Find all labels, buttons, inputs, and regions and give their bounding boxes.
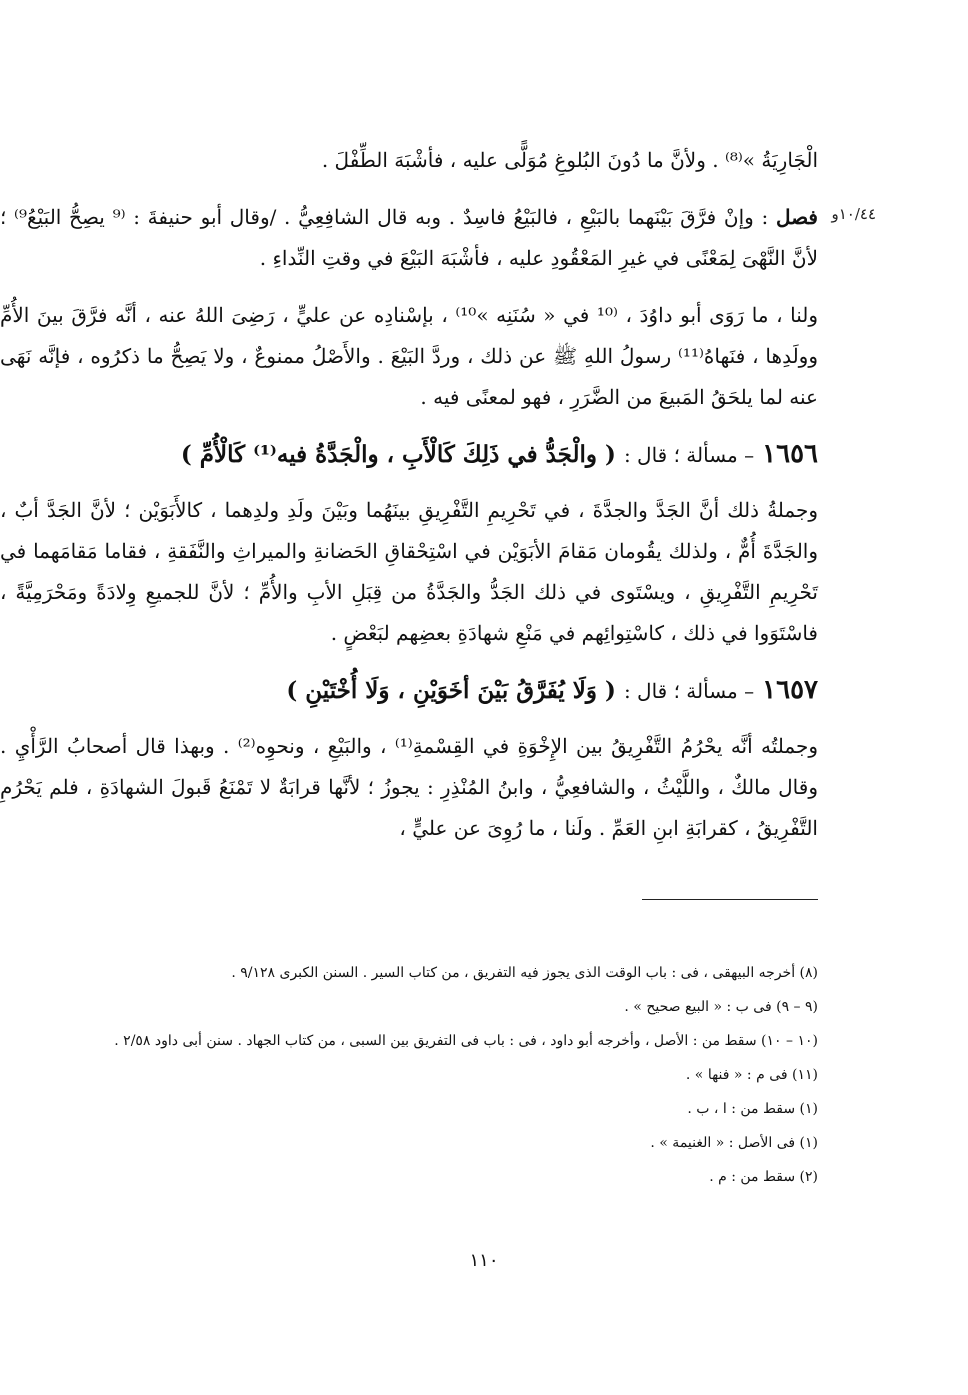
fasl-text: : وإنْ فرَّقَ بَيْنَهما بالبَيْعِ ، فالبَيْعُ فاسِدٌ . وبه قال الشافِعِيُّ . /وقال أبو حنيفةَ : ⁽⁹ يصِحُّ البَيْعُ⁹⁾ ؛ لأنَّ النَّهْىَ لِمَعْنًى في غيرِ المَعْقُودِ عليه ، فأشْبَهَ البَيْعَ في وقتِ النِّداءِ .: [0, 205, 818, 270]
issue-body-1657: وجملتُه أنَّه يحْرُمُ التَّفْرِيقُ بين الإِخْوَةِ في القِسْمةِ⁽¹⁾ ، والبَيْعِ ، ونحوِه⁽²⁾ . وبهذا قال أصحابُ الرَّأْيِ . وقال مالكٌ ، واللَّيْثُ ، والشافعِيُّ ، وابنُ المُنْذِرِ : يجوزُ ؛ لأنَّها قرابَةٌ لا تَمْنَعُ قَبولَ الشهادَةِ ، فلم يَحْرُمِ التَّفْرِيقُ ، كقرابَةِ ابنِ العَمِّ . ولَنا ، ما رُوِىَ عن عليٍّ ،: [0, 734, 818, 840]
paragraph-continuation: الْجَارِيَةُ »⁽⁸⁾ . ولأنَّ ما دُونَ البُلوغِ مُوَلًّى عليه ، فأشْبَهَ الطِّفْلَ .: [321, 148, 818, 172]
paragraph-fasl: [0, 197, 818, 279]
issue-quote: ( والْجَدُّ في ذَلِكَ كَالْأَبِ ، والْجَدَّةُ فيه⁽¹⁾ كَالْأُمِّ ): [180, 441, 616, 468]
paragraph-evidence: ولنا ، ما رَوَى أبو داوُدَ ، ⁽¹⁰ في « سُنَنِه »¹⁰⁾ ، بإسْنادِه عن عليٍّ ، رَضِىَ اللهُ عنه ، أنَّه فرَّقَ بينَ الأُمِّ وولَدِها ، فنَهاهُ⁽¹¹⁾ رسولُ اللهِ ﷺ عن ذلك ، وردَّ البَيْعَ . والأَصْلُ ممنوعٌ ، ولا يَصِحُّ ما ذكرُوه ، فإنَّه نَهَى عنه لما يلحَقُ المَبيعَ من الضَّرَرِ ، فهو لمعنًى فيه .: [0, 303, 819, 409]
footnotes: [40, 956, 818, 1194]
issue-label: – مسألة ؛ قال :: [623, 443, 755, 467]
footnote: (١٠ – ١٠) سقط من : الأصل ، وأخرجه أبو داود ، فى : باب فى التفريق بين السبى ، من كتاب الجهاد . سنن أبى داود ٢/٥٨ .: [114, 1033, 818, 1049]
fasl-label: فصل: [775, 205, 818, 229]
main-text: [0, 140, 818, 865]
footnote: (١١) فى م : « فنها » .: [685, 1067, 818, 1083]
footnote: (١) سقط من : ا ، ب .: [687, 1101, 818, 1117]
issue-label: – مسألة ؛ قال :: [623, 679, 755, 703]
footnote: (٨) أخرجه البيهقى ، فى : باب الوقت الذى يجوز فيه التفريق ، من كتاب السير . السنن الكبرى ٩/١٢٨ .: [231, 965, 818, 981]
issue-heading-1656: [0, 434, 818, 476]
footnote-divider: [642, 899, 818, 900]
issue-number: ١٦٥٧: [762, 675, 818, 705]
footnote: (٩ – ٩) فى ب : « البيع صحيح » .: [624, 999, 818, 1015]
manuscript-margin-reference: ١٠/٤٤و: [831, 205, 876, 223]
footnote: (١) فى الأصل : « الغنيمة » .: [650, 1135, 818, 1151]
page-number: ١١٠: [469, 1250, 499, 1271]
footnote: (٢) سقط من : م .: [709, 1169, 818, 1185]
issue-quote: ( وَلَا يُفَرَّقُ بَيْنَ أخَوَيْنِ ، وَلَا أُخْتَيْنِ ): [286, 677, 616, 704]
issue-body-1656: وجملةُ ذلك أنَّ الجَدَّ والجدَّةَ ، في تَحْرِيمِ التَّفْرِيقِ بينَهُما وبَيْنَ ولَدِ ولدِهما ، كالأَبَوَيْن ؛ لأنَّ الجَدَّ أبٌ ، والجَدَّةَ أُمٌّ ، ولذلك يقُومان مَقامَ الأبَوَيْن في اسْتِحْقاقِ الحَضانةِ والميراثِ والنَّفَقةِ ، فقاما مَقامَهما في تَحْرِيمِ التَّفْرِيقِ ، ويسْتَوى في ذلك الجَدُّ والجَدَّةُ من قِبَلِ الأبِ والأُمِّ ؛ لأنَّ للجميعِ وِلادَةً ومَحْرَمِيَّةً ، فاسْتَوَوا في ذلك ، كاسْتِوائِهم في مَنْعِ شهادَةِ بعضِهم لبَعْضٍ .: [0, 498, 818, 645]
issue-heading-1657: [0, 670, 818, 712]
issue-number: ١٦٥٦: [762, 439, 818, 469]
